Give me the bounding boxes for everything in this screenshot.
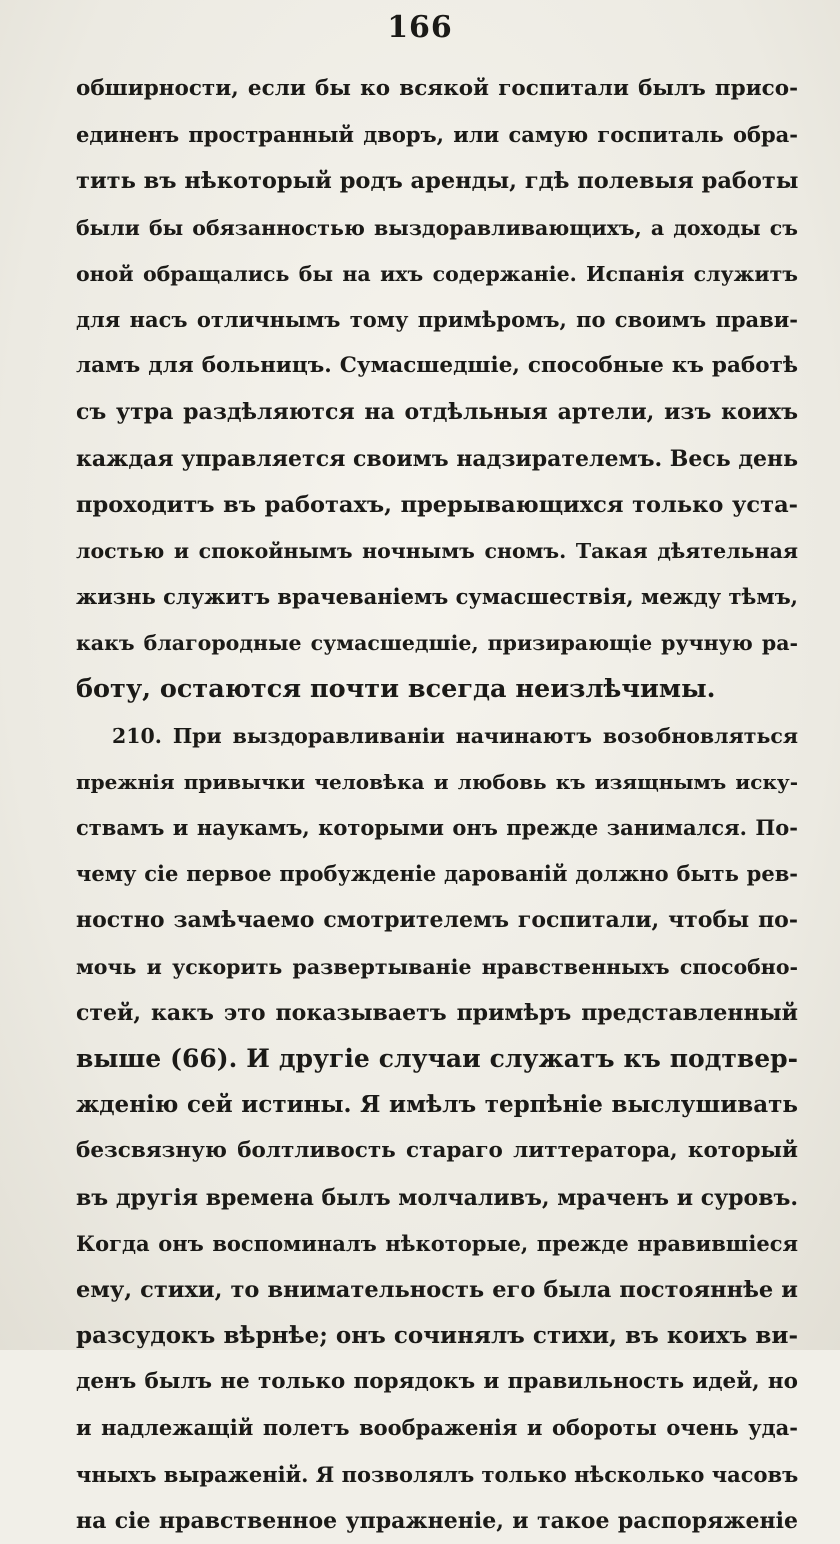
- text-line: ностно замѣчаемо смотрителемъ госпитали, чтобы по-: [76, 907, 798, 934]
- text-line: съ утра раздѣляются на отдѣльныя артели, изъ коихъ: [76, 399, 798, 426]
- text-line: каждая управляется своимъ надзирателемъ. Весь день: [76, 445, 798, 472]
- text-line: жизнь служитъ врачеваніемъ сумасшествія, между тѣмъ,: [76, 584, 798, 610]
- text-line: чему сіе первое пробужденіе дарованій должно быть рев-: [76, 861, 798, 887]
- text-line: единенъ пространный дворъ, или самую госпиталь обра-: [76, 122, 798, 148]
- text-line: Когда онъ воспоминалъ нѣкоторые, прежде нравившіеся: [76, 1230, 798, 1256]
- text-line: какъ благородные сумасшедшіе, призирающіе ручную ра-: [76, 631, 798, 656]
- text-line: жденію сей истины. Я имѣлъ терпѣніе выслушивать: [76, 1091, 798, 1119]
- text-line: обширности, если бы ко всякой госпитали былъ присо-: [76, 76, 798, 101]
- text-line: были бы обязанностью выздоравливающихъ, а доходы съ: [76, 215, 798, 240]
- text-line: боту, остаются почти всегда неизлѣчимы.: [76, 674, 716, 705]
- text-line: въ другія времена былъ молчаливъ, мраченъ и суровъ.: [76, 1184, 798, 1211]
- text-line: чныхъ выраженій. Я позволялъ только нѣсколько часовъ: [76, 1461, 798, 1487]
- text-line: стей, какъ это показываетъ примѣръ представленный: [76, 999, 798, 1026]
- text-line: разсудокъ вѣрнѣе; онъ сочинялъ стихи, въ коихъ ви-: [76, 1322, 798, 1350]
- text-line: мочь и ускорить развертываніе нравственныхъ способно-: [76, 954, 798, 979]
- text-line: проходитъ въ работахъ, прерывающихся только уста-: [76, 491, 798, 518]
- text-line: 210. При выздоравливаніи начинаютъ возобновляться: [112, 723, 798, 748]
- text-line: оной обращались бы на ихъ содержаніе. Испанія служитъ: [76, 261, 798, 286]
- body-text: [76, 66, 798, 1544]
- text-line: ствамъ и наукамъ, которыми онъ прежде занимался. По-: [76, 815, 798, 840]
- text-line: безсвязную болтливость стараго литтератора, который: [76, 1138, 798, 1164]
- text-line: прежнія привычки человѣка и любовь къ изящнымъ иску-: [76, 769, 798, 794]
- text-line: ему, стихи, то внимательность его была постояннѣе и: [76, 1276, 798, 1303]
- text-line: лостью и спокойнымъ ночнымъ сномъ. Такая дѣятельная: [76, 538, 798, 563]
- text-line: и надлежащій полетъ воображенія и обороты очень уда-: [76, 1415, 798, 1441]
- text-line: ламъ для больницъ. Сумасшедшіе, способные къ работѣ: [76, 353, 798, 379]
- text-line: на сіе нравственное упражненіе, и такое распоряженіе: [76, 1507, 798, 1534]
- text-line: для насъ отличнымъ тому примѣромъ, по своимъ прави-: [76, 306, 798, 332]
- text-line: денъ былъ не только порядокъ и правильность идей, но: [76, 1369, 798, 1395]
- page-number: 166: [387, 10, 453, 45]
- text-line: выше (66). И другіе случаи служатъ къ подтвер-: [76, 1043, 798, 1073]
- text-line: тить въ нѣкоторый родъ аренды, гдѣ полевыя работы: [76, 168, 798, 195]
